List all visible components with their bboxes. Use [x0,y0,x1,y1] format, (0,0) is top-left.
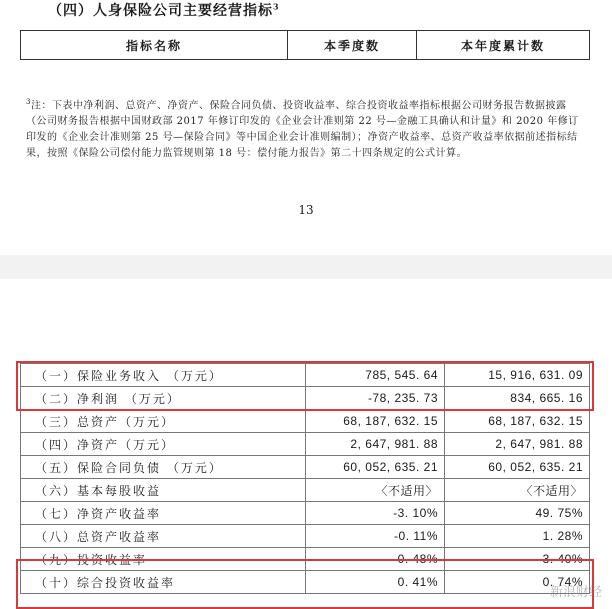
row-quarter-value: 785, 545. 64 [306,364,445,387]
footnote-text: 注：下表中净利润、总资产、净资产、保险合同负债、投资收益率、综合投资收益率指标根据公司财务报告数据披露（公司财务报告根据中国财政部 2017 年修订印发的《企业会计准则第 22 号—金融工具确认和计量》和 2020 年修订印发的《企业会计准则第 25 号—保险合同》等中国企业会计准则编制）；净资产收益率、总资产收益率依据前述指标结果，按照《保险公司偿付能力监管规则第 18 号：偿付能力报告》第二十四条规定的公式计算。 [26,100,579,160]
highlight-box-investment-yield [16,559,594,609]
row-ytd-value: 1. 28% [445,525,590,548]
header-indicator-name: 指标名称 [21,31,288,60]
row-quarter-value: 〈不适用〉 [306,479,445,502]
header-year-to-date: 本年度累计数 [417,31,590,60]
row-ytd-value: 0. 74% [445,571,590,594]
header-row [21,31,590,60]
row-ytd-value: 3. 40% [445,548,590,571]
row-label: （九）投资收益率 [21,548,306,571]
table-row [21,410,590,433]
row-label: （二）净利润 （万元） [21,387,306,410]
row-quarter-value: -3. 10% [306,502,445,525]
row-label: （十）综合投资收益率 [21,571,306,594]
table-row [21,456,590,479]
row-quarter-value: 60, 052, 635. 21 [306,456,445,479]
row-label: （一）保险业务收入 （万元） [21,364,306,387]
row-ytd-value: 15, 916, 631. 09 [445,364,590,387]
section-title-footnote-marker: 3 [273,1,280,12]
row-label: （三）总资产（万元） [21,410,306,433]
row-ytd-value: 2, 647, 981. 88 [445,433,590,456]
row-label: （六）基本每股收益 [21,479,306,502]
row-quarter-value: 0. 48% [306,548,445,571]
row-ytd-value: 68, 187, 632. 15 [445,410,590,433]
row-quarter-value: 2, 647, 981. 88 [306,433,445,456]
footnote-marker: 3 [26,98,31,106]
highlight-box-income-profit [16,361,594,411]
table-row [21,433,590,456]
watermark: 新浪财经 [549,585,602,600]
row-ytd-value: 834, 665. 16 [445,387,590,410]
row-quarter-value: 0. 41% [306,571,445,594]
lower-page [0,279,612,604]
indicator-header-table [20,30,590,60]
row-label: （七）净资产收益率 [21,502,306,525]
table-row [21,479,590,502]
section-title [48,0,280,20]
section-title-text: （四）人身保险公司主要经营指标 [48,3,273,19]
row-ytd-value: 〈不适用〉 [445,479,590,502]
page-gap [0,255,612,279]
row-ytd-value: 60, 052, 635. 21 [445,456,590,479]
row-quarter-value: -78, 235. 73 [306,387,445,410]
upper-page [0,0,612,255]
table-row [21,525,590,548]
row-label: （八）总资产收益率 [21,525,306,548]
footnote [26,94,582,162]
table-row [21,502,590,525]
row-quarter-value: -0. 11% [306,525,445,548]
row-label: （五）保险合同负债 （万元） [21,456,306,479]
header-current-quarter: 本季度数 [288,31,417,60]
page-number: 13 [298,203,314,217]
row-ytd-value: 49. 75% [445,502,590,525]
row-label: （四）净资产（万元） [21,433,306,456]
row-quarter-value: 68, 187, 632. 15 [306,410,445,433]
